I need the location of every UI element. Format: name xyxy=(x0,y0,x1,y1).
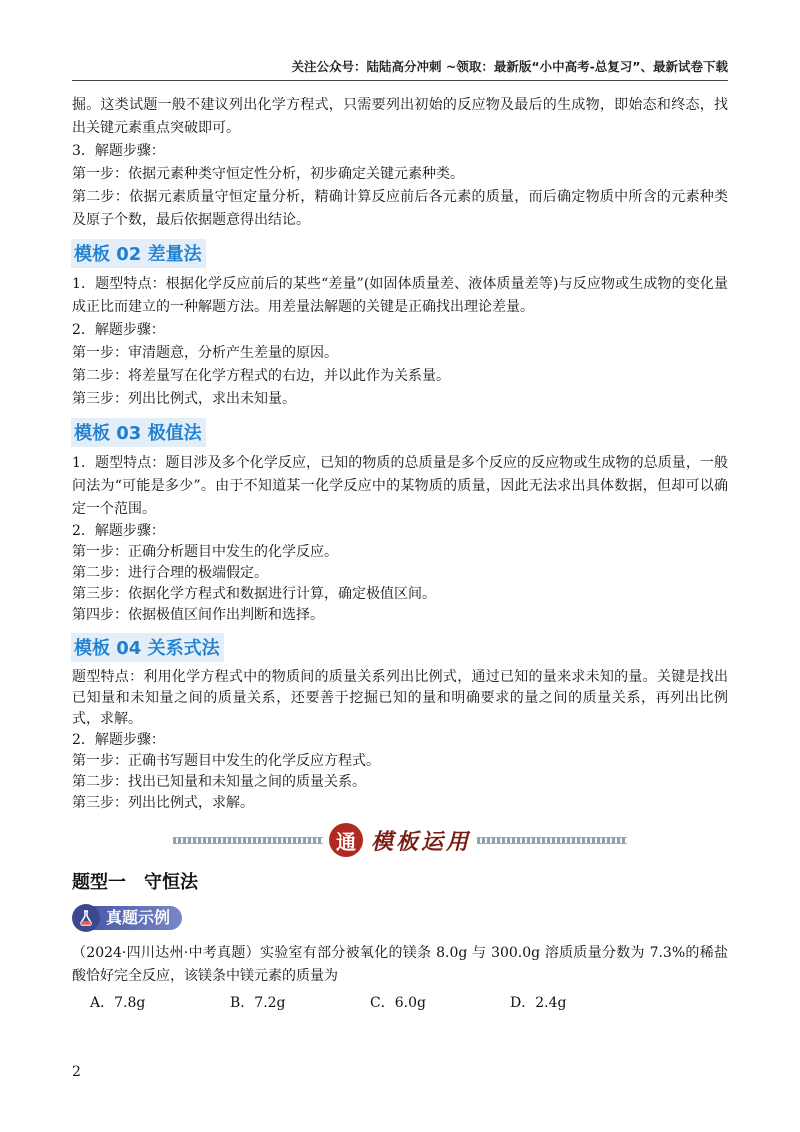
template-02-step-2: 第二步：将差量写在化学方程式的右边，并以此作为关系量。 xyxy=(72,368,450,384)
template-02-steps-heading: 2．解题步骤： xyxy=(72,322,165,338)
intro-step-1: 第一步：依据元素种类守恒定性分析，初步确定关键元素种类。 xyxy=(72,166,464,182)
example-tag xyxy=(72,904,728,932)
option-d: D．2.4g xyxy=(510,995,567,1011)
question-text: （2024·四川达州·中考真题）实验室有部分被氧化的镁条 8.0g 与 300.0g 溶质质量分数为 7.3%的稀盐酸恰好完全反应，该镁条中镁元素的质量为 xyxy=(72,945,728,984)
banner-badge-icon: 通 xyxy=(329,823,363,857)
banner-title: 模板运用 xyxy=(370,828,471,855)
intro-block xyxy=(72,94,728,232)
template-04-block xyxy=(72,667,728,814)
template-03-step-4: 第四步：依据极值区间作出判断和选择。 xyxy=(72,607,324,623)
template-04-step-3: 第三步：列出比例式，求解。 xyxy=(72,795,254,811)
template-03-steps-heading: 2．解题步骤： xyxy=(72,523,165,539)
option-a: A．7.8g xyxy=(90,995,146,1011)
intro-step-2: 第二步：依据元素质量守恒定量分析，精确计算反应前后各元素的质量，而后确定物质中所含的元素种类及原子个数，最后依据题意得出结论。 xyxy=(72,189,728,228)
template-04-feature: 题型特点：利用化学方程式中的物质间的质量关系列出比例式，通过已知的量来求未知的量。关键是找出已知量和未知量之间的质量关系，还要善于挖掘已知的量和明确要求的量之间的质量关系，再列出比例式，求解。 xyxy=(72,669,728,727)
option-c: C．6.0g xyxy=(370,995,426,1011)
section-label: 题型一 xyxy=(72,872,126,893)
flask-icon xyxy=(72,904,100,932)
answer-options xyxy=(72,992,728,1012)
banner-right-rule xyxy=(477,837,627,844)
page-content xyxy=(72,94,728,1012)
template-03-step-2: 第二步：进行合理的极端假定。 xyxy=(72,565,268,581)
example-tag-label: 真题示例 xyxy=(92,906,182,930)
template-04-heading: 模板 04 关系式法 xyxy=(71,633,224,662)
template-03-step-3: 第三步：依据化学方程式和数据进行计算，确定极值区间。 xyxy=(72,586,436,602)
template-03-heading: 模板 03 极值法 xyxy=(71,418,206,447)
template-03-block xyxy=(72,452,728,626)
template-03-step-1: 第一步：正确分析题目中发生的化学反应。 xyxy=(72,544,338,560)
template-02-block xyxy=(72,273,728,411)
section-title xyxy=(72,868,728,894)
option-b: B．7.2g xyxy=(230,995,286,1011)
template-02-step-1: 第一步：审清题意，分析产生差量的原因。 xyxy=(72,345,338,361)
header-divider xyxy=(72,80,728,81)
template-02-heading: 模板 02 差量法 xyxy=(71,239,206,268)
intro-steps-heading: 3．解题步骤： xyxy=(72,143,165,159)
template-03-feature: 1．题型特点：题目涉及多个化学反应，已知的物质的总质量是多个反应的反应物或生成物的总质量，一般问法为“可能是多少”。由于不知道某一化学反应中的某物质的质量，因此无法求出具体数据，但却可以确定一个范围。 xyxy=(72,455,728,517)
section-name: 守恒法 xyxy=(144,872,198,893)
template-04-step-1: 第一步：正确书写题目中发生的化学反应方程式。 xyxy=(72,753,380,769)
template-04-step-2: 第二步：找出已知量和未知量之间的质量关系。 xyxy=(72,774,366,790)
banner-left-rule xyxy=(173,837,323,844)
template-04-steps-heading: 2．解题步骤： xyxy=(72,732,165,748)
page-header: 关注公众号：陆陆高分冲刺 ~领取：最新版“小中高考-总复习”、最新试卷下载 xyxy=(291,59,728,74)
template-application-banner xyxy=(72,818,728,862)
template-02-feature: 1．题型特点：根据化学反应前后的某些“差量”(如固体质量差、液体质量差等)与反应物或生成物的变化量成正比而建立的一种解题方法。用差量法解题的关键是正确找出理论差量。 xyxy=(72,276,728,315)
intro-paragraph: 掘。这类试题一般不建议列出化学方程式，只需要列出初始的反应物及最后的生成物，即始态和终态，找出关键元素重点突破即可。 xyxy=(72,97,728,136)
page-number: 2 xyxy=(72,1064,81,1080)
template-02-step-3: 第三步：列出比例式，求出未知量。 xyxy=(72,391,296,407)
